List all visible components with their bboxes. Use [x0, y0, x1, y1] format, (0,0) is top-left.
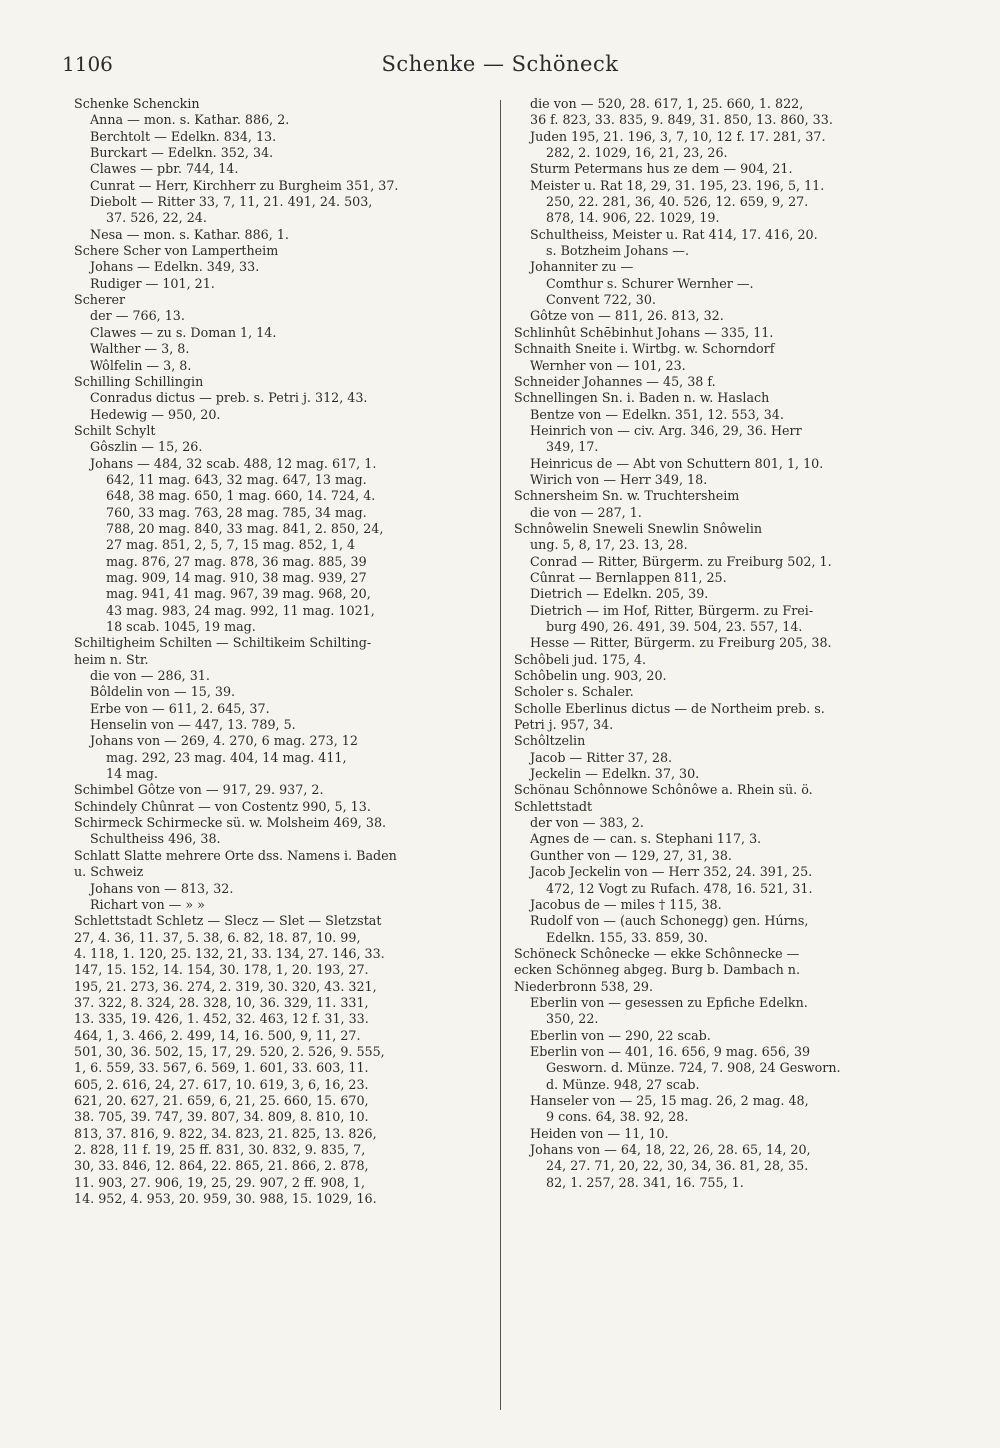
- index-subentry-line: d. Münze. 948, 27 scab.: [546, 1076, 700, 1092]
- index-subentry-line: Gesworn. d. Münze. 724, 7. 908, 24 Gesworn.: [546, 1060, 841, 1076]
- index-subentry-line: 14 mag.: [106, 766, 158, 782]
- index-subentry-line: Bentze von — Edelkn. 351, 12. 553, 34.: [530, 406, 784, 422]
- index-entry-line: Schirmeck Schirmecke sü. w. Molsheim 469, 38.: [74, 815, 387, 831]
- index-entry-line: 147, 15. 152, 14. 154, 30. 178, 1, 20. 193, 27.: [74, 962, 369, 978]
- index-subentry-line: 788, 20 mag. 840, 33 mag. 841, 2. 850, 24,: [106, 520, 384, 536]
- index-subentry-line: die von — 520, 28. 617, 1, 25. 660, 1. 822,: [530, 96, 804, 111]
- index-entry-line: Scholle Eberlinus dictus — de Northeim preb. s.: [514, 700, 825, 716]
- index-entry-line: Schnellingen Sn. i. Baden n. w. Haslach: [514, 390, 770, 406]
- index-subentry-line: Walther — 3, 8.: [90, 341, 190, 357]
- index-subentry-line: Rudiger — 101, 21.: [90, 275, 215, 291]
- index-subentry-line: Schultheiss, Meister u. Rat 414, 17. 416, 20.: [530, 226, 818, 242]
- index-subentry-line: Burckart — Edelkn. 352, 34.: [90, 145, 274, 161]
- index-entry-line: Schiltigheim Schilten — Schiltikeim Schilting-: [74, 635, 372, 651]
- index-entry-line: Schlettstadt Schletz — Slecz — Slet — Sletzstat: [74, 913, 382, 929]
- index-entry-line: Schilt Schylt: [74, 422, 156, 438]
- index-subentry-line: burg 490, 26. 491, 39. 504, 23. 557, 14.: [546, 619, 803, 634]
- index-subentry-line: 648, 38 mag. 650, 1 mag. 660, 14. 724, 4.: [106, 488, 376, 504]
- index-entry-line: Schnaith Sneite i. Wirtbg. w. Schorndorf: [514, 341, 775, 357]
- index-entry-line: 501, 30, 36. 502, 15, 17, 29. 520, 2. 526, 9. 555,: [74, 1043, 385, 1059]
- index-entry-line: Schimbel Gôtze von — 917, 29. 937, 2.: [74, 782, 324, 798]
- index-subentry-line: Heiden von — 11, 10.: [530, 1125, 669, 1141]
- index-subentry-line: s. Botzheim Johans —.: [546, 243, 690, 259]
- index-entry-line: 464, 1, 3. 466, 2. 499, 14, 16. 500, 9, 11, 27.: [74, 1027, 361, 1043]
- index-subentry-line: Johanniter zu —: [530, 259, 634, 275]
- left-column: [74, 96, 490, 1207]
- index-entry-line: 27, 4. 36, 11. 37, 5. 38, 6. 82, 18. 87, 10. 99,: [74, 929, 361, 945]
- index-entry-line: Schönau Schônnowe Schônôwe a. Rhein sü. ö.: [514, 782, 813, 798]
- index-subentry-line: Sturm Petermans hus ze dem — 904, 21.: [530, 161, 793, 177]
- index-subentry-line: 24, 27. 71, 20, 22, 30, 34, 36. 81, 28, 35.: [546, 1158, 809, 1174]
- index-subentry-line: Jeckelin — Edelkn. 37, 30.: [530, 766, 700, 782]
- index-subentry-line: Eberlin von — 401, 16. 656, 9 mag. 656, 39: [530, 1043, 811, 1059]
- index-subentry-line: Meister u. Rat 18, 29, 31. 195, 23. 196, 5, 11.: [530, 177, 825, 193]
- index-subentry-line: mag. 941, 41 mag. 967, 39 mag. 968, 20,: [106, 586, 371, 602]
- index-subentry-line: Clawes — zu s. Doman 1, 14.: [90, 324, 277, 340]
- index-subentry-line: Berchtolt — Edelkn. 834, 13.: [90, 128, 277, 144]
- index-entry-line: 4. 118, 1. 120, 25. 132, 21, 33. 134, 27. 146, 33.: [74, 945, 385, 961]
- index-subentry-line: mag. 876, 27 mag. 878, 36 mag. 885, 39: [106, 553, 367, 569]
- index-entry-line: Schôbeli jud. 175, 4.: [514, 651, 647, 667]
- index-subentry-line: Johans von — 813, 32.: [90, 880, 234, 896]
- page-number: 1106: [62, 52, 113, 76]
- index-subentry-line: Erbe von — 611, 2. 645, 37.: [90, 700, 270, 716]
- index-subentry-line: Heinricus de — Abt von Schuttern 801, 1, 10.: [530, 455, 824, 471]
- index-subentry-line: Clawes — pbr. 744, 14.: [90, 161, 239, 177]
- index-subentry-line: Anna — mon. s. Kathar. 886, 2.: [90, 112, 290, 128]
- index-subentry-line: Wôlfelin — 3, 8.: [90, 357, 192, 373]
- index-subentry-line: 250, 22. 281, 36, 40. 526, 12. 659, 9, 27.: [546, 194, 809, 210]
- index-subentry-line: 27 mag. 851, 2, 5, 7, 15 mag. 852, 1, 4: [106, 537, 356, 553]
- column-divider: [500, 100, 501, 1410]
- index-subentry-line: 37. 526, 22, 24.: [106, 210, 207, 226]
- index-subentry-line: Dietrich — im Hof, Ritter, Bürgerm. zu Frei-: [530, 602, 814, 618]
- index-subentry-line: Jacob Jeckelin von — Herr 352, 24. 391, 25.: [530, 864, 813, 880]
- index-entry-line: Schenke Schenckin: [74, 96, 200, 111]
- index-entry-line: Schnôwelin Sneweli Snewlin Snôwelin: [514, 520, 763, 536]
- index-entry-line: ecken Schönneg abgeg. Burg b. Dambach n.: [514, 962, 801, 978]
- index-subentry-line: Johans von — 269, 4. 270, 6 mag. 273, 12: [90, 733, 358, 749]
- index-entry-line: Schôltzelin: [514, 733, 586, 749]
- index-entry-line: Schnersheim Sn. w. Truchtersheim: [514, 488, 740, 504]
- index-subentry-line: mag. 292, 23 mag. 404, 14 mag. 411,: [106, 749, 347, 765]
- index-entry-line: 11. 903, 27. 906, 19, 25, 29. 907, 2 ff. 908, 1,: [74, 1174, 366, 1190]
- index-subentry-line: Richart von — » »: [90, 896, 205, 912]
- index-subentry-line: Schultheiss 496, 38.: [90, 831, 221, 847]
- index-subentry-line: Nesa — mon. s. Kathar. 886, 1.: [90, 226, 289, 242]
- index-subentry-line: Johans von — 64, 18, 22, 26, 28. 65, 14, 20,: [530, 1142, 811, 1157]
- index-subentry-line: Comthur s. Schurer Wernher —.: [546, 275, 754, 291]
- index-subentry-line: Heinrich von — civ. Arg. 346, 29, 36. Herr: [530, 422, 802, 438]
- index-entry-line: Schindely Chûnrat — von Costentz 990, 5, 13.: [74, 798, 371, 814]
- index-entry-line: 1, 6. 559, 33. 567, 6. 569, 1. 601, 33. 603, 11.: [74, 1060, 369, 1076]
- index-subentry-line: Wernher von — 101, 23.: [530, 357, 686, 373]
- index-subentry-line: 43 mag. 983, 24 mag. 992, 11 mag. 1021,: [106, 602, 375, 618]
- index-subentry-line: Dietrich — Edelkn. 205, 39.: [530, 586, 709, 602]
- index-entry-line: Petri j. 957, 34.: [514, 717, 614, 733]
- index-entry-line: Schôbelin ung. 903, 20.: [514, 668, 667, 684]
- index-subentry-line: Gôszlin — 15, 26.: [90, 439, 203, 455]
- index-subentry-line: Convent 722, 30.: [546, 292, 656, 308]
- index-entry-line: 195, 21. 273, 36. 274, 2. 319, 30. 320, 43. 321,: [74, 978, 377, 994]
- index-subentry-line: 472, 12 Vogt zu Rufach. 478, 16. 521, 31.: [546, 880, 813, 896]
- index-subentry-line: mag. 909, 14 mag. 910, 38 mag. 939, 27: [106, 569, 367, 585]
- index-subentry-line: Hedewig — 950, 20.: [90, 406, 221, 422]
- index-subentry-line: der — 766, 13.: [90, 308, 185, 324]
- index-entry-line: 605, 2. 616, 24, 27. 617, 10. 619, 3, 6, 16, 23.: [74, 1076, 369, 1092]
- index-subentry-line: 349, 17.: [546, 439, 599, 455]
- index-subentry-line: Agnes de — can. s. Stephani 117, 3.: [530, 831, 762, 847]
- running-title: Schenke — Schöneck: [381, 52, 619, 76]
- index-subentry-line: Eberlin von — gesessen zu Epfiche Edelkn.: [530, 994, 808, 1010]
- index-entry-line: Schlatt Slatte mehrere Orte dss. Namens i. Baden: [74, 847, 397, 863]
- index-subentry-line: 642, 11 mag. 643, 32 mag. 647, 13 mag.: [106, 471, 367, 487]
- index-subentry-line: Henselin von — 447, 13. 789, 5.: [90, 717, 296, 733]
- index-entry-line: Schöneck Schônecke — ekke Schônnecke —: [514, 945, 800, 961]
- index-entry-line: Schlinhût Schēbinhut Johans — 335, 11.: [514, 324, 774, 340]
- index-entry-line: Schilling Schillingin: [74, 373, 204, 389]
- index-subentry-line: 350, 22.: [546, 1011, 599, 1027]
- index-entry-line: heim n. Str.: [74, 651, 149, 667]
- index-subentry-line: Johans — Edelkn. 349, 33.: [90, 259, 260, 275]
- index-subentry-line: Edelkn. 155, 33. 859, 30.: [546, 929, 708, 945]
- index-subentry-line: 9 cons. 64, 38. 92, 28.: [546, 1109, 689, 1125]
- index-subentry-line: Bôldelin von — 15, 39.: [90, 684, 236, 700]
- index-subentry-line: Wirich von — Herr 349, 18.: [530, 471, 708, 487]
- index-entry-line: u. Schweiz: [74, 864, 144, 880]
- index-subentry-line: ung. 5, 8, 17, 23. 13, 28.: [530, 537, 688, 553]
- index-subentry-line: 82, 1. 257, 28. 341, 16. 755, 1.: [546, 1174, 744, 1190]
- index-subentry-line: Hesse — Ritter, Bürgerm. zu Freiburg 205, 38.: [530, 635, 832, 651]
- index-entry-line: 14. 952, 4. 953, 20. 959, 30. 988, 15. 1029, 16.: [74, 1191, 377, 1207]
- index-subentry-line: 18 scab. 1045, 19 mag.: [106, 619, 256, 634]
- right-column: [514, 96, 932, 1191]
- index-entry-line: Scherer: [74, 292, 126, 308]
- index-subentry-line: 282, 2. 1029, 16, 21, 23, 26.: [546, 145, 728, 161]
- index-subentry-line: Hanseler von — 25, 15 mag. 26, 2 mag. 48,: [530, 1092, 809, 1108]
- index-entry-line: Schneider Johannes — 45, 38 f.: [514, 373, 716, 389]
- index-entry-line: Niederbronn 538, 29.: [514, 978, 654, 994]
- index-subentry-line: die von — 287, 1.: [530, 504, 642, 520]
- index-entry-line: 37. 322, 8. 324, 28. 328, 10, 36. 329, 11. 331,: [74, 994, 369, 1010]
- index-subentry-line: Eberlin von — 290, 22 scab.: [530, 1027, 711, 1043]
- index-subentry-line: 760, 33 mag. 763, 28 mag. 785, 34 mag.: [106, 504, 367, 520]
- index-subentry-line: Cûnrat — Bernlappen 811, 25.: [530, 569, 727, 585]
- index-subentry-line: Jacob — Ritter 37, 28.: [530, 749, 673, 765]
- index-entry-line: Schere Scher von Lampertheim: [74, 243, 279, 259]
- index-subentry-line: Conrad — Ritter, Bürgerm. zu Freiburg 502, 1.: [530, 553, 832, 569]
- index-subentry-line: der von — 383, 2.: [530, 815, 644, 831]
- index-entry-line: 813, 37. 816, 9. 822, 34. 823, 21. 825, 13. 826,: [74, 1125, 377, 1141]
- index-subentry-line: Conradus dictus — preb. s. Petri j. 312, 43.: [90, 390, 368, 406]
- index-subentry-line: die von — 286, 31.: [90, 668, 210, 684]
- index-subentry-line: Cunrat — Herr, Kirchherr zu Burgheim 351, 37.: [90, 177, 399, 193]
- index-subentry-line: Gôtze von — 811, 26. 813, 32.: [530, 308, 724, 324]
- index-subentry-line: Rudolf von — (auch Schonegg) gen. Húrns,: [530, 913, 809, 929]
- index-entry-line: Schlettstadt: [514, 798, 593, 814]
- index-entry-line: Scholer s. Schaler.: [514, 684, 634, 700]
- index-entry-line: 621, 20. 627, 21. 659, 6, 21, 25. 660, 15. 670,: [74, 1092, 369, 1108]
- index-entry-line: 38. 705, 39. 747, 39. 807, 34. 809, 8. 810, 10.: [74, 1109, 369, 1125]
- index-subentry-line: Gunther von — 129, 27, 31, 38.: [530, 847, 732, 863]
- index-subentry-line: Johans — 484, 32 scab. 488, 12 mag. 617, 1.: [90, 455, 377, 471]
- index-subentry-line: Jacobus de — miles † 115, 38.: [530, 896, 722, 912]
- index-entry-line: 2. 828, 11 f. 19, 25 ff. 831, 30. 832, 9. 835, 7,: [74, 1142, 366, 1157]
- index-entry-line: 30, 33. 846, 12. 864, 22. 865, 21. 866, 2. 878,: [74, 1158, 369, 1174]
- index-subentry-line: 878, 14. 906, 22. 1029, 19.: [546, 210, 720, 226]
- index-subentry-line: Diebolt — Ritter 33, 7, 11, 21. 491, 24. 503,: [90, 194, 373, 210]
- index-entry-line: 13. 335, 19. 426, 1. 452, 32. 463, 12 f. 31, 33.: [74, 1011, 369, 1027]
- index-subentry-line: 36 f. 823, 33. 835, 9. 849, 31. 850, 13. 860, 33.: [530, 112, 833, 128]
- index-subentry-line: Juden 195, 21. 196, 3, 7, 10, 12 f. 17. 281, 37.: [530, 128, 826, 144]
